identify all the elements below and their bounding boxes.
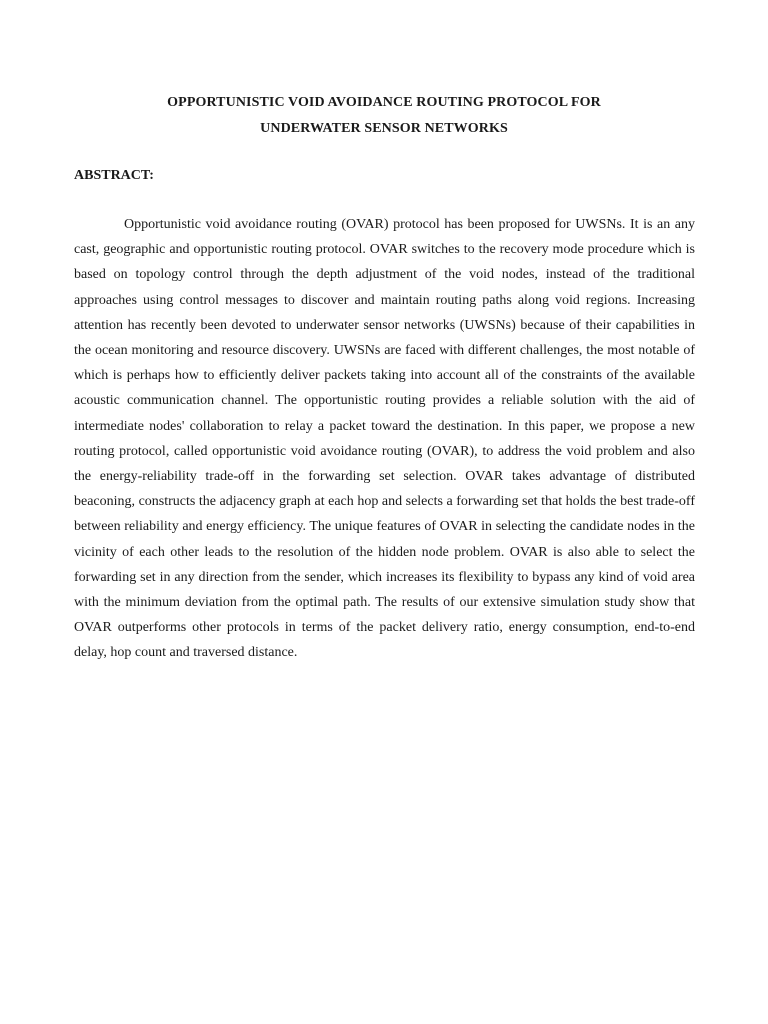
abstract-heading: ABSTRACT: [74, 168, 154, 183]
document-title-line-1: OPPORTUNISTIC VOID AVOIDANCE ROUTING PROTOCOL FOR [167, 95, 601, 110]
document-title-line-2: UNDERWATER SENSOR NETWORKS [260, 121, 508, 136]
abstract-body: Opportunistic void avoidance routing (OVAR) protocol has been proposed for UWSNs. It is an any cast, geographic and opportunistic routing protocol. OVAR switches to the recovery mode procedure which is based on topology control through the depth adjustment of the void nodes, instead of the traditional approaches using control messages to discover and maintain routing paths along void regions. Increasing attention has recently been devoted to underwater sensor networks (UWSNs) because of their capabilities in the ocean monitoring and resource discovery. UWSNs are faced with different challenges, the most notable of which is perhaps how to efficiently deliver packets taking into account all of the constraints of the available acoustic communication channel. The opportunistic routing provides a reliable solution with the aid of intermediate nodes' collaboration to relay a packet toward the destination. In this paper, we propose a new routing protocol, called opportunistic void avoidance routing (OVAR), to address the void problem and also the energy-reliability trade-off in the forwarding set selection. OVAR takes advantage of distributed beaconing, constructs the adjacency graph at each hop and selects a forwarding set that holds the best trade-off between reliability and energy efficiency. The unique features of OVAR in selecting the candidate nodes in the vicinity of each other leads to the resolution of the hidden node problem. OVAR is also able to select the forwarding set in any direction from the sender, which increases its flexibility to bypass any kind of void area with the minimum deviation from the optimal path. The results of our extensive simulation study show that OVAR outperforms other protocols in terms of the packet delivery ratio, energy consumption, end-to-end delay, hop count and traversed distance. [74, 217, 695, 661]
